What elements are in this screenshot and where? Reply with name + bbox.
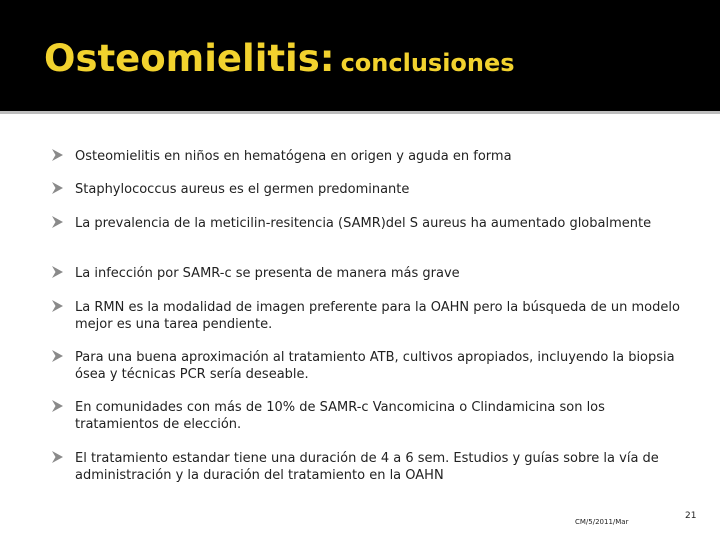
- title-main: Osteomielitis:: [44, 37, 335, 80]
- arrowhead-bullet-icon: [52, 182, 63, 194]
- arrowhead-bullet-icon: [52, 149, 63, 161]
- bullet-text: La infección por SAMR-c se presenta de manera más grave: [75, 266, 460, 281]
- bullet-text: Osteomielitis en niños en hematógena en origen y aguda en forma: [75, 149, 512, 164]
- bullet-text: Para una buena aproximación al tratamiento ATB, cultivos apropiados, incluyendo la biopsia ósea y técnicas PCR sería deseable.: [75, 350, 675, 382]
- arrowhead-bullet-icon: [52, 400, 63, 412]
- arrowhead-bullet-icon: [52, 451, 63, 463]
- arrowhead-bullet-icon: [52, 266, 63, 278]
- arrowhead-bullet-icon: [52, 216, 63, 228]
- bullet-text: El tratamiento estandar tiene una duración de 4 a 6 sem. Estudios y guías sobre la vía de administración y la duración del tratamiento en la OAHN: [75, 451, 659, 483]
- title-sub: conclusiones: [340, 49, 515, 77]
- arrowhead-bullet-icon: [52, 300, 63, 312]
- bullet-text: La RMN es la modalidad de imagen preferente para la OAHN pero la búsqueda de un modelo mejor es una tarea pendiente.: [75, 300, 680, 332]
- bullet-text: En comunidades con más de 10% de SAMR-c Vancomicina o Clindamicina son los tratamientos de elección.: [75, 400, 605, 432]
- arrowhead-bullet-icon: [52, 350, 63, 362]
- bullet-text: Staphylococcus aureus es el germen predominante: [75, 182, 410, 197]
- footer-text: CM/5/2011/Mar: [575, 518, 629, 526]
- bullet-text: La prevalencia de la meticilin-resitencia (SAMR)del S aureus ha aumentado globalmente: [75, 216, 652, 231]
- page-number: 21: [685, 511, 697, 521]
